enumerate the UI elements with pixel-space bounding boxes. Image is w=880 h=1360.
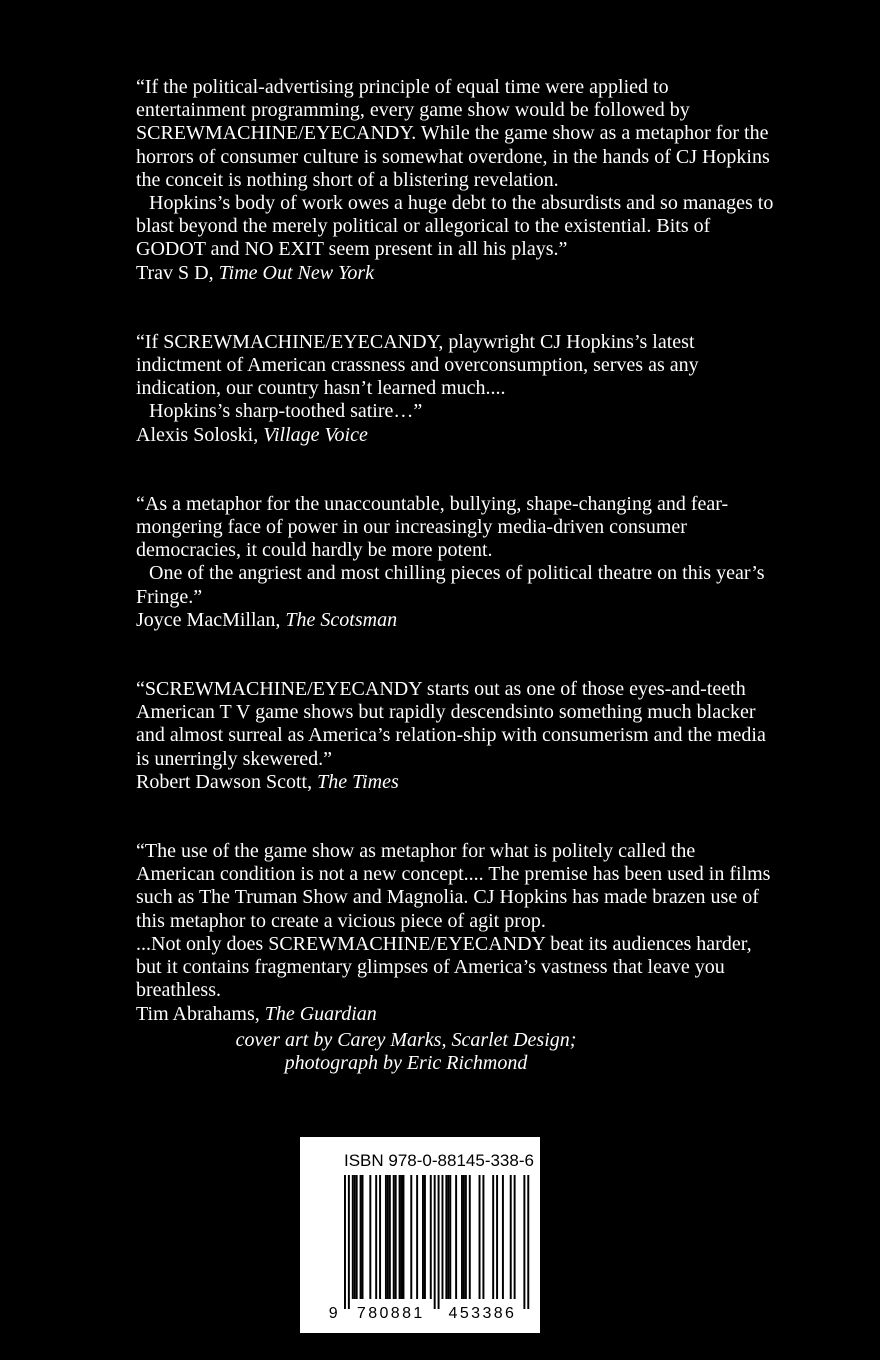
review-time-out <box>136 76 776 285</box>
barcode-bar <box>410 1175 412 1299</box>
review-author: Robert Dawson Scott, <box>136 770 318 793</box>
barcode-bar <box>354 1175 356 1299</box>
barcode-digits: 9 <box>328 1305 340 1322</box>
review-publication: Time Out New York <box>218 261 375 284</box>
isbn-label: ISBN 978-0-88145-338-6 <box>344 1151 534 1170</box>
review-village-voice <box>136 331 776 447</box>
barcode-bar <box>387 1175 389 1299</box>
review-guardian <box>136 840 776 1026</box>
barcode-bar <box>403 1175 405 1299</box>
barcode-bar <box>352 1175 354 1299</box>
review-credit <box>136 262 776 285</box>
barcode-bar <box>401 1175 403 1299</box>
barcode-bar <box>356 1175 358 1299</box>
barcode-bar <box>399 1175 401 1299</box>
barcode-guard-bar <box>434 1175 436 1309</box>
review-scotsman <box>136 493 776 632</box>
review-publication: The Guardian <box>264 1002 377 1025</box>
barcode-bar <box>445 1175 447 1299</box>
barcode-bar <box>482 1175 484 1299</box>
barcode-bar <box>479 1175 481 1299</box>
review-times <box>136 678 776 794</box>
review-paragraph: “SCREWMACHINE/EYECANDY starts out as one of those eyes-and-teeth American T V game shows but rapidly descendsinto something much blacker and almost surreal as America’s relation-ship with consumerism and the media is unerringly skewered.” <box>136 678 766 770</box>
photo-credit: photograph by Eric Richmond <box>284 1052 528 1075</box>
review-publication: The Scotsman <box>285 608 398 631</box>
barcode-bar <box>430 1175 432 1299</box>
review-author: Trav S D, <box>136 261 219 284</box>
barcode-guard-bar <box>523 1175 525 1309</box>
barcode-bar <box>496 1175 498 1299</box>
barcode-bar <box>416 1175 418 1299</box>
barcode-guard-bar <box>348 1175 350 1309</box>
barcode-bar <box>514 1175 516 1299</box>
review-paragraph: “If SCREWMACHINE/EYECANDY, playwright CJ Hopkins’s latest indictment of American crassness and overconsumption, serves as any indication, our country hasn’t learned much.... <box>136 330 699 400</box>
cover-art-credit: cover art by Carey Marks, Scarlet Design; <box>235 1029 577 1051</box>
barcode-bar <box>461 1175 463 1299</box>
barcode-guard-bar <box>527 1175 529 1309</box>
reviews-section <box>136 76 776 1072</box>
review-credit <box>136 1003 776 1026</box>
barcode-bar <box>422 1175 424 1299</box>
review-author: Joyce MacMillan, <box>136 608 286 631</box>
review-credit <box>136 771 776 794</box>
barcode-bar <box>389 1175 391 1299</box>
review-credit <box>136 609 776 632</box>
barcode-bar <box>375 1175 377 1299</box>
barcode-bar <box>449 1175 451 1299</box>
review-credit <box>136 424 776 447</box>
review-paragraph: “The use of the game show as metaphor for what is politely called the American condition is not a new concept.... The premise has been used in films such as The Truman Show and Magnolia. CJ Hopkins has made brazen use of this metaphor to create a vicious piece of agit prop. <box>136 840 771 932</box>
review-author: Alexis Soloski, <box>136 423 264 446</box>
barcode-bar <box>492 1175 494 1299</box>
review-paragraph: Hopkins’s body of work owes a huge debt to the absurdists and so manages to blast beyond the merely political or allegorical to the existential. Bits of GODOT and NO EXIT seem present in all his plays.” <box>136 192 774 261</box>
review-paragraph: One of the angriest and most chilling pieces of political theatre on this year’s Fringe.” <box>136 562 765 608</box>
barcode-bar <box>447 1175 449 1299</box>
barcode-bar <box>463 1175 465 1299</box>
barcode-bar <box>379 1175 381 1299</box>
review-paragraph: Hopkins’s sharp-toothed satire…” <box>149 400 423 423</box>
review-paragraph: “If the political-advertising principle of equal time were applied to entertainment programming, every game show would be followed by SCREWMACHINE/EYECANDY. While the game show as a metaphor for the horrors of consumer culture is somewhat overdone, in the hands of CJ Hopkins the conceit is nothing short of a blistering revelation. <box>136 76 770 191</box>
review-paragraph: “As a metaphor for the unaccountable, bullying, shape-changing and fear-mongering face of power in our increasingly media-driven consumer democracies, it could hardly be more potent. <box>136 492 729 562</box>
barcode-digits: 780881 <box>356 1305 425 1322</box>
barcode-bar <box>385 1175 387 1299</box>
barcode-bar <box>469 1175 471 1299</box>
barcode-digits: 453386 <box>448 1305 517 1322</box>
review-paragraph: ...Not only does SCREWMACHINE/EYECANDY beat its audiences harder, but it contains fragmentary glimpses of America’s vastness that leave you breathless. <box>136 932 752 1002</box>
review-author: Tim Abrahams, <box>136 1002 265 1025</box>
barcode-guard-bar <box>344 1175 346 1309</box>
barcode-bar <box>424 1175 426 1299</box>
barcode-bar <box>393 1175 395 1299</box>
barcode-guard-bar <box>438 1175 440 1309</box>
barcode-icon <box>300 1137 540 1333</box>
barcode-bar <box>369 1175 371 1299</box>
barcode-bar <box>510 1175 512 1299</box>
barcode-bar <box>465 1175 467 1299</box>
barcode-bar <box>395 1175 397 1299</box>
barcode-bar <box>455 1175 457 1299</box>
barcode-bar <box>360 1175 362 1299</box>
barcode-bar <box>502 1175 504 1299</box>
barcode-box <box>300 1137 540 1333</box>
review-publication: The Times <box>317 770 399 793</box>
barcode-bar <box>362 1175 364 1299</box>
review-publication: Village Voice <box>263 423 368 446</box>
barcode-bar <box>442 1175 444 1299</box>
cover-credit <box>136 1029 676 1075</box>
